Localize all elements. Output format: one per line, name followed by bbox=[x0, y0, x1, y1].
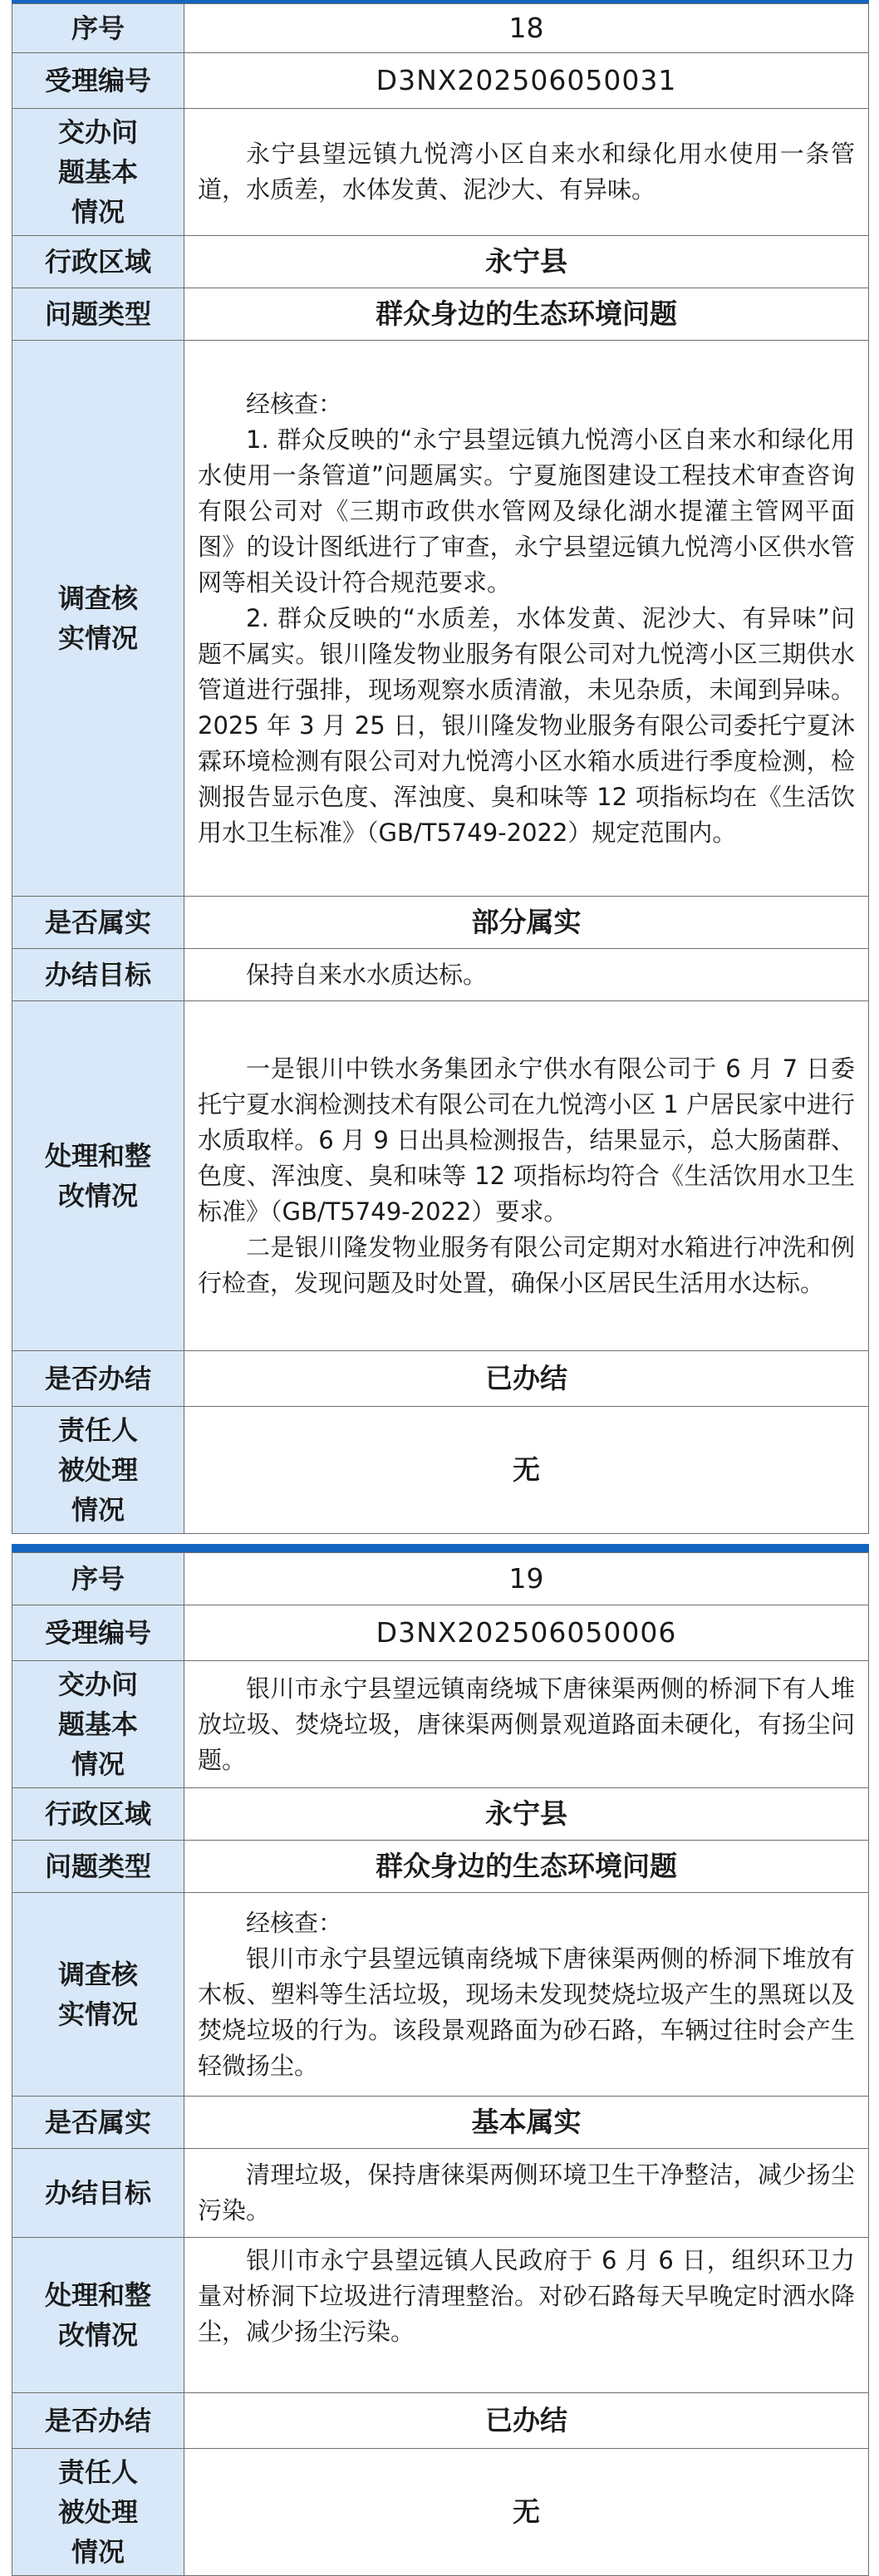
handling-paragraph: 一是银川中铁水务集团永宁供水有限公司于 6 月 7 日委托宁夏水润检测技术有限公司在九悦湾小区 1 户居民家中进行水质取样。6 月 9 日出具检测报告，结果显示，总大肠菌群、色度、浑浊度、臭和味等 12 项指标均符合《生活饮用水卫生标准》（GB/T5749-2022）要求。 bbox=[198, 1054, 855, 1226]
closed-label: 是否办结 bbox=[12, 1351, 184, 1407]
closed-label: 是否办结 bbox=[12, 2393, 184, 2449]
investigation-paragraph: 1. 群众反映的“永宁县望远镇九悦湾小区自来水和绿化用水使用一条管道”问题属实。宁夏施图建设工程技术审查咨询有限公司对《三期市政供水管网及绿化湖水提灌主管网平面图》的设计图纸进行了审查，永宁县望远镇九悦湾小区供水管网等相关设计符合规范要求。 bbox=[198, 425, 855, 597]
investigation-paragraph: 经核查： bbox=[246, 1908, 343, 1937]
row-type bbox=[12, 1841, 869, 1893]
row-region bbox=[12, 1788, 869, 1841]
handling-value bbox=[184, 1001, 869, 1351]
row-closed bbox=[12, 2393, 869, 2449]
id-label: 受理编号 bbox=[12, 53, 184, 109]
verified-value: 部分属实 bbox=[184, 897, 869, 949]
issue-value: 银川市永宁县望远镇南绕城下唐徕渠两侧的桥洞下有人堆放垃圾、焚烧垃圾，唐徕渠两侧景观道路面未硬化，有扬尘问题。 bbox=[184, 1661, 869, 1788]
issue-label: 交办问题基本情况 bbox=[12, 109, 184, 236]
row-verified bbox=[12, 2097, 869, 2149]
handling-label: 处理和整改情况 bbox=[12, 2238, 184, 2393]
type-label: 问题类型 bbox=[12, 288, 184, 341]
row-handling bbox=[12, 1001, 869, 1351]
investigation-paragraph: 2. 群众反映的“水质差，水体发黄、泥沙大、有异味”问题不属实。银川隆发物业服务有限公司对九悦湾小区三期供水管道进行强排，现场观察水质清澈，未见杂质，未闻到异味。2025 年 3 月 25 日，银川隆发物业服务有限公司委托宁夏沐霖环境检测有限公司对九悦湾小区水箱水质进行季度检测，检测报告显示色度、浑浊度、臭和味等 12 项指标均在《生活饮用水卫生标准》（GB/T5749-2022）规定范围内。 bbox=[198, 603, 855, 847]
goal-label: 办结目标 bbox=[12, 949, 184, 1001]
closed-value: 已办结 bbox=[184, 2393, 869, 2449]
region-label: 行政区域 bbox=[12, 1788, 184, 1841]
serial-value: 19 bbox=[184, 1553, 869, 1605]
serial-label: 序号 bbox=[12, 1553, 184, 1605]
handling-paragraph: 二是银川隆发物业服务有限公司定期对水箱进行冲洗和例行检查，发现问题及时处置，确保小区居民生活用水达标。 bbox=[198, 1232, 855, 1297]
investigation-value bbox=[184, 341, 869, 897]
investigation-value bbox=[184, 1893, 869, 2097]
closed-value: 已办结 bbox=[184, 1351, 869, 1407]
row-investigation bbox=[12, 341, 869, 897]
card-top-bar bbox=[12, 1544, 869, 1552]
row-accountability bbox=[12, 2449, 869, 2576]
type-label: 问题类型 bbox=[12, 1841, 184, 1893]
verified-label: 是否属实 bbox=[12, 2097, 184, 2149]
row-handling bbox=[12, 2238, 869, 2393]
row-goal bbox=[12, 2149, 869, 2238]
row-serial bbox=[12, 1553, 869, 1605]
row-issue bbox=[12, 1661, 869, 1788]
accountability-value: 无 bbox=[184, 2449, 869, 2576]
row-issue bbox=[12, 109, 869, 236]
record-card-18 bbox=[12, 0, 869, 1534]
investigation-label: 调查核实情况 bbox=[12, 341, 184, 897]
goal-label: 办结目标 bbox=[12, 2149, 184, 2238]
accountability-label: 责任人被处理情况 bbox=[12, 1407, 184, 1534]
record-table bbox=[12, 1552, 869, 2576]
type-value: 群众身边的生态环境问题 bbox=[184, 288, 869, 341]
handling-paragraph: 银川市永宁县望远镇人民政府于 6 月 6 日，组织环卫力量对桥洞下垃圾进行清理整治。对砂石路每天早晚定时洒水降尘，减少扬尘污染。 bbox=[198, 2246, 855, 2346]
row-investigation bbox=[12, 1893, 869, 2097]
row-serial bbox=[12, 4, 869, 53]
id-value: D3NX202506050006 bbox=[184, 1605, 869, 1661]
goal-value: 清理垃圾，保持唐徕渠两侧环境卫生干净整洁，减少扬尘污染。 bbox=[184, 2149, 869, 2238]
verified-value: 基本属实 bbox=[184, 2097, 869, 2149]
row-id bbox=[12, 1605, 869, 1661]
serial-value: 18 bbox=[184, 4, 869, 53]
row-verified bbox=[12, 897, 869, 949]
handling-value bbox=[184, 2238, 869, 2393]
serial-label: 序号 bbox=[12, 4, 184, 53]
issue-label: 交办问题基本情况 bbox=[12, 1661, 184, 1788]
record-card-19 bbox=[12, 1544, 869, 2576]
record-table bbox=[12, 3, 869, 1534]
id-label: 受理编号 bbox=[12, 1605, 184, 1661]
issue-value: 永宁县望远镇九悦湾小区自来水和绿化用水使用一条管道，水质差，水体发黄、泥沙大、有异味。 bbox=[184, 109, 869, 236]
investigation-paragraph: 经核查： bbox=[246, 389, 343, 418]
investigation-label: 调查核实情况 bbox=[12, 1893, 184, 2097]
handling-label: 处理和整改情况 bbox=[12, 1001, 184, 1351]
accountability-value: 无 bbox=[184, 1407, 869, 1534]
goal-value: 保持自来水水质达标。 bbox=[184, 949, 869, 1001]
row-region bbox=[12, 236, 869, 288]
region-value: 永宁县 bbox=[184, 1788, 869, 1841]
accountability-label: 责任人被处理情况 bbox=[12, 2449, 184, 2576]
region-label: 行政区域 bbox=[12, 236, 184, 288]
verified-label: 是否属实 bbox=[12, 897, 184, 949]
row-goal bbox=[12, 949, 869, 1001]
row-type bbox=[12, 288, 869, 341]
id-value: D3NX202506050031 bbox=[184, 53, 869, 109]
region-value: 永宁县 bbox=[184, 236, 869, 288]
investigation-paragraph: 银川市永宁县望远镇南绕城下唐徕渠两侧的桥洞下堆放有木板、塑料等生活垃圾，现场未发现焚烧垃圾产生的黑斑以及焚烧垃圾的行为。该段景观路面为砂石路，车辆过往时会产生轻微扬尘。 bbox=[198, 1944, 855, 2080]
row-closed bbox=[12, 1351, 869, 1407]
type-value: 群众身边的生态环境问题 bbox=[184, 1841, 869, 1893]
row-id bbox=[12, 53, 869, 109]
row-accountability bbox=[12, 1407, 869, 1534]
